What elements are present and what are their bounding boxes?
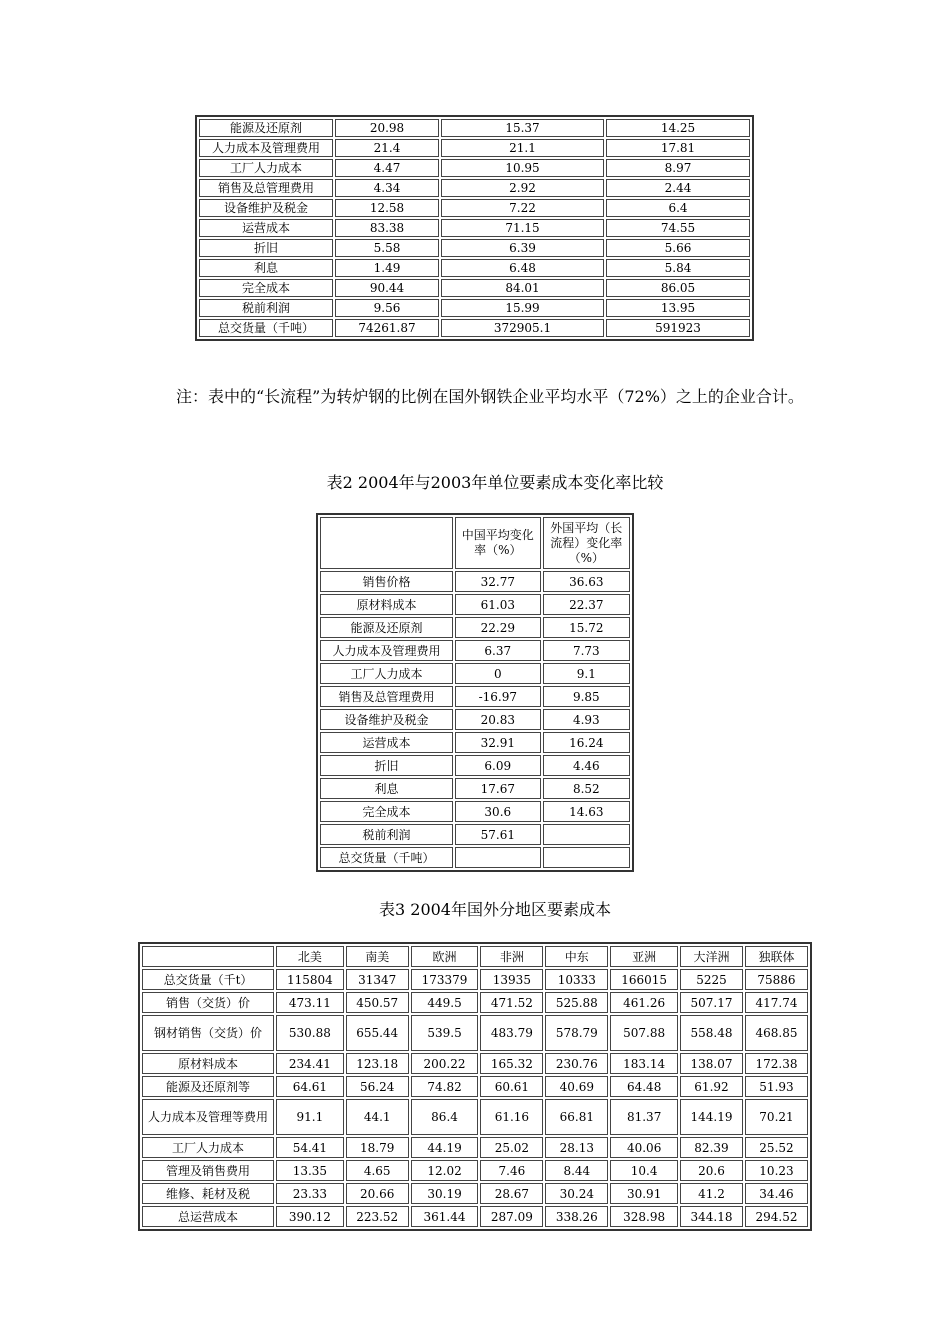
table-row — [199, 159, 750, 177]
table-cell: -16.97 — [455, 686, 541, 707]
table-row — [142, 992, 808, 1013]
table-cell: 344.18 — [680, 1206, 743, 1227]
table-row — [142, 1137, 808, 1158]
table-cell: 12.58 — [335, 199, 439, 217]
table-cell: 10333 — [545, 969, 608, 990]
table-cell: 20.6 — [680, 1160, 743, 1181]
column-header: 大洋洲 — [680, 946, 743, 967]
row-label: 销售及总管理费用 — [320, 686, 453, 707]
table-cell: 172.38 — [745, 1053, 808, 1074]
table-cell: 6.48 — [441, 259, 604, 277]
table-row — [320, 755, 630, 776]
table-cell: 16.24 — [543, 732, 630, 753]
table-cell: 4.46 — [543, 755, 630, 776]
table-cell: 40.06 — [610, 1137, 678, 1158]
table-cell: 20.66 — [346, 1183, 409, 1204]
table-cell: 461.26 — [610, 992, 678, 1013]
table-cell: 51.93 — [745, 1076, 808, 1097]
column-header: 非洲 — [480, 946, 543, 967]
table-cell: 200.22 — [411, 1053, 479, 1074]
table-cell: 539.5 — [411, 1015, 479, 1051]
table-cell: 18.79 — [346, 1137, 409, 1158]
row-label: 能源及还原剂 — [320, 617, 453, 638]
table-cell: 22.29 — [455, 617, 541, 638]
table-cell: 483.79 — [480, 1015, 543, 1051]
row-label: 工厂人力成本 — [142, 1137, 274, 1158]
table-cell: 30.6 — [455, 801, 541, 822]
row-label: 人力成本及管理费用 — [199, 139, 333, 157]
table-cell: 83.38 — [335, 219, 439, 237]
table-row — [142, 1076, 808, 1097]
table-cell: 20.83 — [455, 709, 541, 730]
table-cell: 54.41 — [276, 1137, 344, 1158]
table-cell: 71.15 — [441, 219, 604, 237]
table-row — [320, 571, 630, 592]
row-label: 工厂人力成本 — [199, 159, 333, 177]
table-cell: 9.85 — [543, 686, 630, 707]
row-label: 钢材销售（交货）价 — [142, 1015, 274, 1051]
table-cell: 64.61 — [276, 1076, 344, 1097]
table-cell: 450.57 — [346, 992, 409, 1013]
column-header — [320, 517, 453, 569]
table-cell: 30.91 — [610, 1183, 678, 1204]
column-header: 南美 — [346, 946, 409, 967]
table-cell: 74.55 — [606, 219, 750, 237]
table-cell: 86.4 — [411, 1099, 479, 1135]
table-cell — [543, 824, 630, 845]
row-label: 运营成本 — [320, 732, 453, 753]
table-cell: 115804 — [276, 969, 344, 990]
table-cell: 530.88 — [276, 1015, 344, 1051]
table-cell: 25.02 — [480, 1137, 543, 1158]
table-cell: 17.81 — [606, 139, 750, 157]
row-label: 维修、耗材及税 — [142, 1183, 274, 1204]
row-label: 折旧 — [320, 755, 453, 776]
cost-change-rate-table — [316, 513, 634, 872]
table-row — [320, 594, 630, 615]
table-row — [199, 139, 750, 157]
column-header: 中国平均变化率（%） — [455, 517, 541, 569]
table-cell: 4.93 — [543, 709, 630, 730]
table-cell: 144.19 — [680, 1099, 743, 1135]
table-cell: 14.25 — [606, 119, 750, 137]
table-cell: 471.52 — [480, 992, 543, 1013]
table-row — [320, 732, 630, 753]
table-row — [142, 1015, 808, 1051]
table-cell: 32.77 — [455, 571, 541, 592]
table-cell: 10.23 — [745, 1160, 808, 1181]
table-cell: 56.24 — [346, 1076, 409, 1097]
table-cell: 20.98 — [335, 119, 439, 137]
table-cell: 2.44 — [606, 179, 750, 197]
table-cell: 32.91 — [455, 732, 541, 753]
table-cell: 234.41 — [276, 1053, 344, 1074]
table-header-row — [142, 946, 808, 967]
table-cell: 507.17 — [680, 992, 743, 1013]
column-header: 欧洲 — [411, 946, 479, 967]
table-cell: 44.19 — [411, 1137, 479, 1158]
table-cell: 74.82 — [411, 1076, 479, 1097]
table-cell: 287.09 — [480, 1206, 543, 1227]
table2-caption: 表2 2004年与2003年单位要素成本变化率比较 — [326, 473, 664, 492]
column-header — [142, 946, 274, 967]
table-cell: 1.49 — [335, 259, 439, 277]
row-label: 设备维护及税金 — [320, 709, 453, 730]
table-row — [142, 969, 808, 990]
table-cell: 90.44 — [335, 279, 439, 297]
row-label: 总交货量（千t） — [142, 969, 274, 990]
table-cell: 30.19 — [411, 1183, 479, 1204]
table-cell: 230.76 — [545, 1053, 608, 1074]
table-cell: 84.01 — [441, 279, 604, 297]
table-cell: 81.37 — [610, 1099, 678, 1135]
table-cell: 138.07 — [680, 1053, 743, 1074]
row-label: 销售及总管理费用 — [199, 179, 333, 197]
row-label: 原材料成本 — [320, 594, 453, 615]
table-cell: 57.61 — [455, 824, 541, 845]
column-header: 中东 — [545, 946, 608, 967]
table-cell: 4.34 — [335, 179, 439, 197]
row-label: 运营成本 — [199, 219, 333, 237]
table-cell: 34.46 — [745, 1183, 808, 1204]
table-cell: 64.48 — [610, 1076, 678, 1097]
table-cell: 21.4 — [335, 139, 439, 157]
table-row — [320, 640, 630, 661]
table-cell: 70.21 — [745, 1099, 808, 1135]
table-cell: 66.81 — [545, 1099, 608, 1135]
table-cell: 390.12 — [276, 1206, 344, 1227]
table-cell: 6.4 — [606, 199, 750, 217]
table-cell: 10.95 — [441, 159, 604, 177]
table-cell — [543, 847, 630, 868]
table-header-row — [320, 517, 630, 569]
table-cell: 22.37 — [543, 594, 630, 615]
table-row — [199, 219, 750, 237]
table-cell: 86.05 — [606, 279, 750, 297]
table-cell: 61.16 — [480, 1099, 543, 1135]
row-label: 工厂人力成本 — [320, 663, 453, 684]
table-row — [320, 686, 630, 707]
row-label: 折旧 — [199, 239, 333, 257]
row-label: 税前利润 — [320, 824, 453, 845]
table-cell: 165.32 — [480, 1053, 543, 1074]
table-cell: 8.52 — [543, 778, 630, 799]
column-header: 外国平均（长流程）变化率（%） — [543, 517, 630, 569]
table-row — [320, 709, 630, 730]
table-cell: 223.52 — [346, 1206, 409, 1227]
row-label: 利息 — [199, 259, 333, 277]
table-row — [199, 259, 750, 277]
table-cell: 468.85 — [745, 1015, 808, 1051]
table-cell: 173379 — [411, 969, 479, 990]
row-label: 总交货量（千吨） — [320, 847, 453, 868]
table-cell: 30.24 — [545, 1183, 608, 1204]
table-cell: 28.67 — [480, 1183, 543, 1204]
table-cell: 507.88 — [610, 1015, 678, 1051]
row-label: 人力成本及管理等费用 — [142, 1099, 274, 1135]
table-cell: 41.2 — [680, 1183, 743, 1204]
table-row — [320, 847, 630, 868]
table-cell: 372905.1 — [441, 319, 604, 337]
table-row — [142, 1099, 808, 1135]
table-cell: 44.1 — [346, 1099, 409, 1135]
table-cell: 17.67 — [455, 778, 541, 799]
table-cell: 8.97 — [606, 159, 750, 177]
table-cell: 7.73 — [543, 640, 630, 661]
table-cell: 5.58 — [335, 239, 439, 257]
table-cell: 4.65 — [346, 1160, 409, 1181]
table-row — [142, 1160, 808, 1181]
table-cell: 9.56 — [335, 299, 439, 317]
row-label: 能源及还原剂 — [199, 119, 333, 137]
table-row — [142, 1183, 808, 1204]
table-cell: 328.98 — [610, 1206, 678, 1227]
table-cell: 15.99 — [441, 299, 604, 317]
table-cell: 28.13 — [545, 1137, 608, 1158]
table-cell: 417.74 — [745, 992, 808, 1013]
table-cell: 7.46 — [480, 1160, 543, 1181]
table-cell: 12.02 — [411, 1160, 479, 1181]
table-cell: 31347 — [346, 969, 409, 990]
table-cell: 473.11 — [276, 992, 344, 1013]
table-row — [320, 824, 630, 845]
column-header: 亚洲 — [610, 946, 678, 967]
table-cell: 6.09 — [455, 755, 541, 776]
column-header: 北美 — [276, 946, 344, 967]
table-row — [320, 617, 630, 638]
table-cell: 294.52 — [745, 1206, 808, 1227]
row-label: 税前利润 — [199, 299, 333, 317]
table-cell: 0 — [455, 663, 541, 684]
table-cell: 5225 — [680, 969, 743, 990]
table-cell: 166015 — [610, 969, 678, 990]
table-cell: 13.35 — [276, 1160, 344, 1181]
regional-cost-table — [138, 942, 812, 1231]
table-cell: 7.22 — [441, 199, 604, 217]
table-cell: 91.1 — [276, 1099, 344, 1135]
table-cell: 5.66 — [606, 239, 750, 257]
table-cell: 15.37 — [441, 119, 604, 137]
table-cell: 4.47 — [335, 159, 439, 177]
table-row — [142, 1053, 808, 1074]
table-row — [199, 279, 750, 297]
table-cell: 14.63 — [543, 801, 630, 822]
table-cell: 449.5 — [411, 992, 479, 1013]
table-cell: 8.44 — [545, 1160, 608, 1181]
table-cell: 2.92 — [441, 179, 604, 197]
table-cell — [455, 847, 541, 868]
row-label: 总交货量（千吨） — [199, 319, 333, 337]
row-label: 销售价格 — [320, 571, 453, 592]
table-cell: 6.39 — [441, 239, 604, 257]
table-cell: 558.48 — [680, 1015, 743, 1051]
table-cell: 60.61 — [480, 1076, 543, 1097]
table-row — [199, 239, 750, 257]
table-row — [199, 199, 750, 217]
table3-caption: 表3 2004年国外分地区要素成本 — [379, 900, 611, 919]
row-label: 完全成本 — [320, 801, 453, 822]
row-label: 设备维护及税金 — [199, 199, 333, 217]
table-cell: 75886 — [745, 969, 808, 990]
table-row — [199, 319, 750, 337]
row-label: 能源及还原剂等 — [142, 1076, 274, 1097]
table-cell: 25.52 — [745, 1137, 808, 1158]
table-row — [320, 663, 630, 684]
table-cell: 61.03 — [455, 594, 541, 615]
table-cell: 23.33 — [276, 1183, 344, 1204]
table-cell: 61.92 — [680, 1076, 743, 1097]
table-cell: 21.1 — [441, 139, 604, 157]
row-label: 利息 — [320, 778, 453, 799]
table-cell: 525.88 — [545, 992, 608, 1013]
table-row — [320, 801, 630, 822]
row-label: 总运营成本 — [142, 1206, 274, 1227]
table-cell: 591923 — [606, 319, 750, 337]
table-cell: 10.4 — [610, 1160, 678, 1181]
table-cell: 338.26 — [545, 1206, 608, 1227]
table-row — [199, 119, 750, 137]
row-label: 销售（交货）价 — [142, 992, 274, 1013]
row-label: 原材料成本 — [142, 1053, 274, 1074]
table-cell: 361.44 — [411, 1206, 479, 1227]
table-cell: 15.72 — [543, 617, 630, 638]
table-cell: 13935 — [480, 969, 543, 990]
row-label: 完全成本 — [199, 279, 333, 297]
table-cell: 183.14 — [610, 1053, 678, 1074]
cost-comparison-table-continued — [195, 115, 754, 341]
table-cell: 578.79 — [545, 1015, 608, 1051]
row-label: 人力成本及管理费用 — [320, 640, 453, 661]
table-cell: 82.39 — [680, 1137, 743, 1158]
table-row — [142, 1206, 808, 1227]
table-cell: 123.18 — [346, 1053, 409, 1074]
table-cell: 13.95 — [606, 299, 750, 317]
table-cell: 6.37 — [455, 640, 541, 661]
table-row — [199, 299, 750, 317]
table-cell: 36.63 — [543, 571, 630, 592]
table-cell: 655.44 — [346, 1015, 409, 1051]
table-note: 注：表中的“长流程”为转炉钢的比例在国外钢铁企业平均水平（72%）之上的企业合计。 — [176, 387, 804, 406]
row-label: 管理及销售费用 — [142, 1160, 274, 1181]
table-cell: 5.84 — [606, 259, 750, 277]
table-cell: 40.69 — [545, 1076, 608, 1097]
table-cell: 74261.87 — [335, 319, 439, 337]
table-cell: 9.1 — [543, 663, 630, 684]
table-row — [320, 778, 630, 799]
column-header: 独联体 — [745, 946, 808, 967]
table-row — [199, 179, 750, 197]
